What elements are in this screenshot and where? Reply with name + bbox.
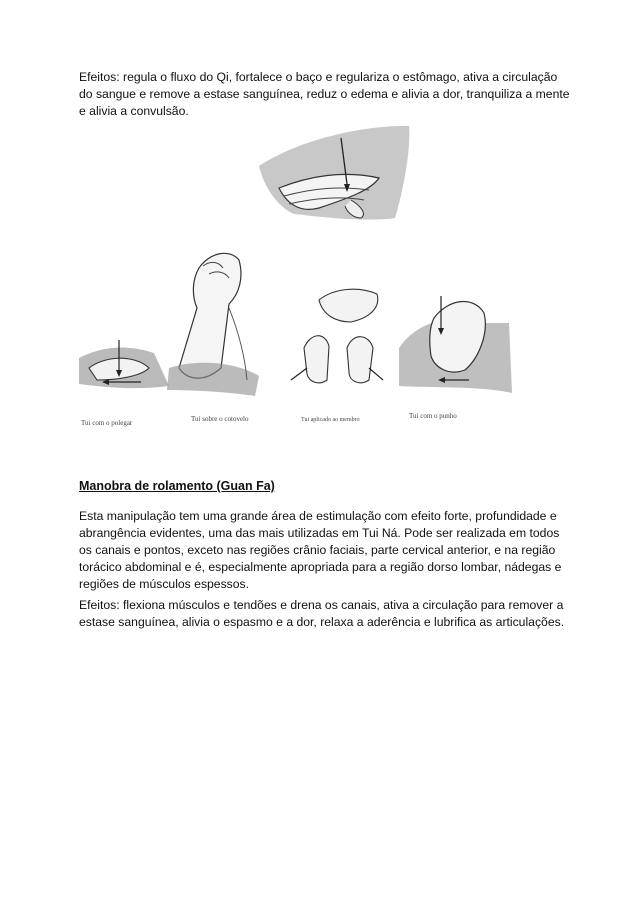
effects-paragraph-1: Efeitos: regula o fluxo do Qi, fortalece o baço e regulariza o estômago, ativa a circulação do sangue e remove a estase sanguínea, reduz o edema e alivia a dor, tranquiliza a mente e alivia a convulsão. [79,70,570,118]
caption-4: Tui com o punho [409,412,457,420]
fist-press-sketch [399,296,512,393]
description-paragraph: Esta manipulação tem uma grande área de estimulação com efeito forte, profundidade e abrangência evidentes, uma das mais utilizadas em Tui Ná. Pode ser realizada em todos os canais e pontos, exceto nas regiões crânio faciais, parte cervical anterior, e na região torácico abdominal e é, especialmente apropriada para a região dorso lombar, nádegas e regiões de músculos espessos. [79,509,562,591]
hand-on-back-sketch [259,126,409,220]
thumb-press-sketch [79,340,169,388]
fist-elbow-sketch [167,253,259,396]
massage-technique-illustration [79,118,512,436]
caption-3: Tui aplicado ao membro [301,417,360,423]
caption-1: Tui com o polegar [81,419,133,427]
effects-paragraph-2: Efeitos: flexiona músculos e tendões e drena os canais, ativa a circulação para remover a estase sanguínea, alivia o espasmo e a dor, relaxa a aderência e lubrifica as articulações. [79,598,565,629]
caption-2: Tui sobre o cotovelo [191,415,249,423]
hands-on-limb-sketch [291,289,383,383]
illustration-drawing [79,118,512,436]
section-heading: Manobra de rolamento (Guan Fa) [79,479,275,493]
